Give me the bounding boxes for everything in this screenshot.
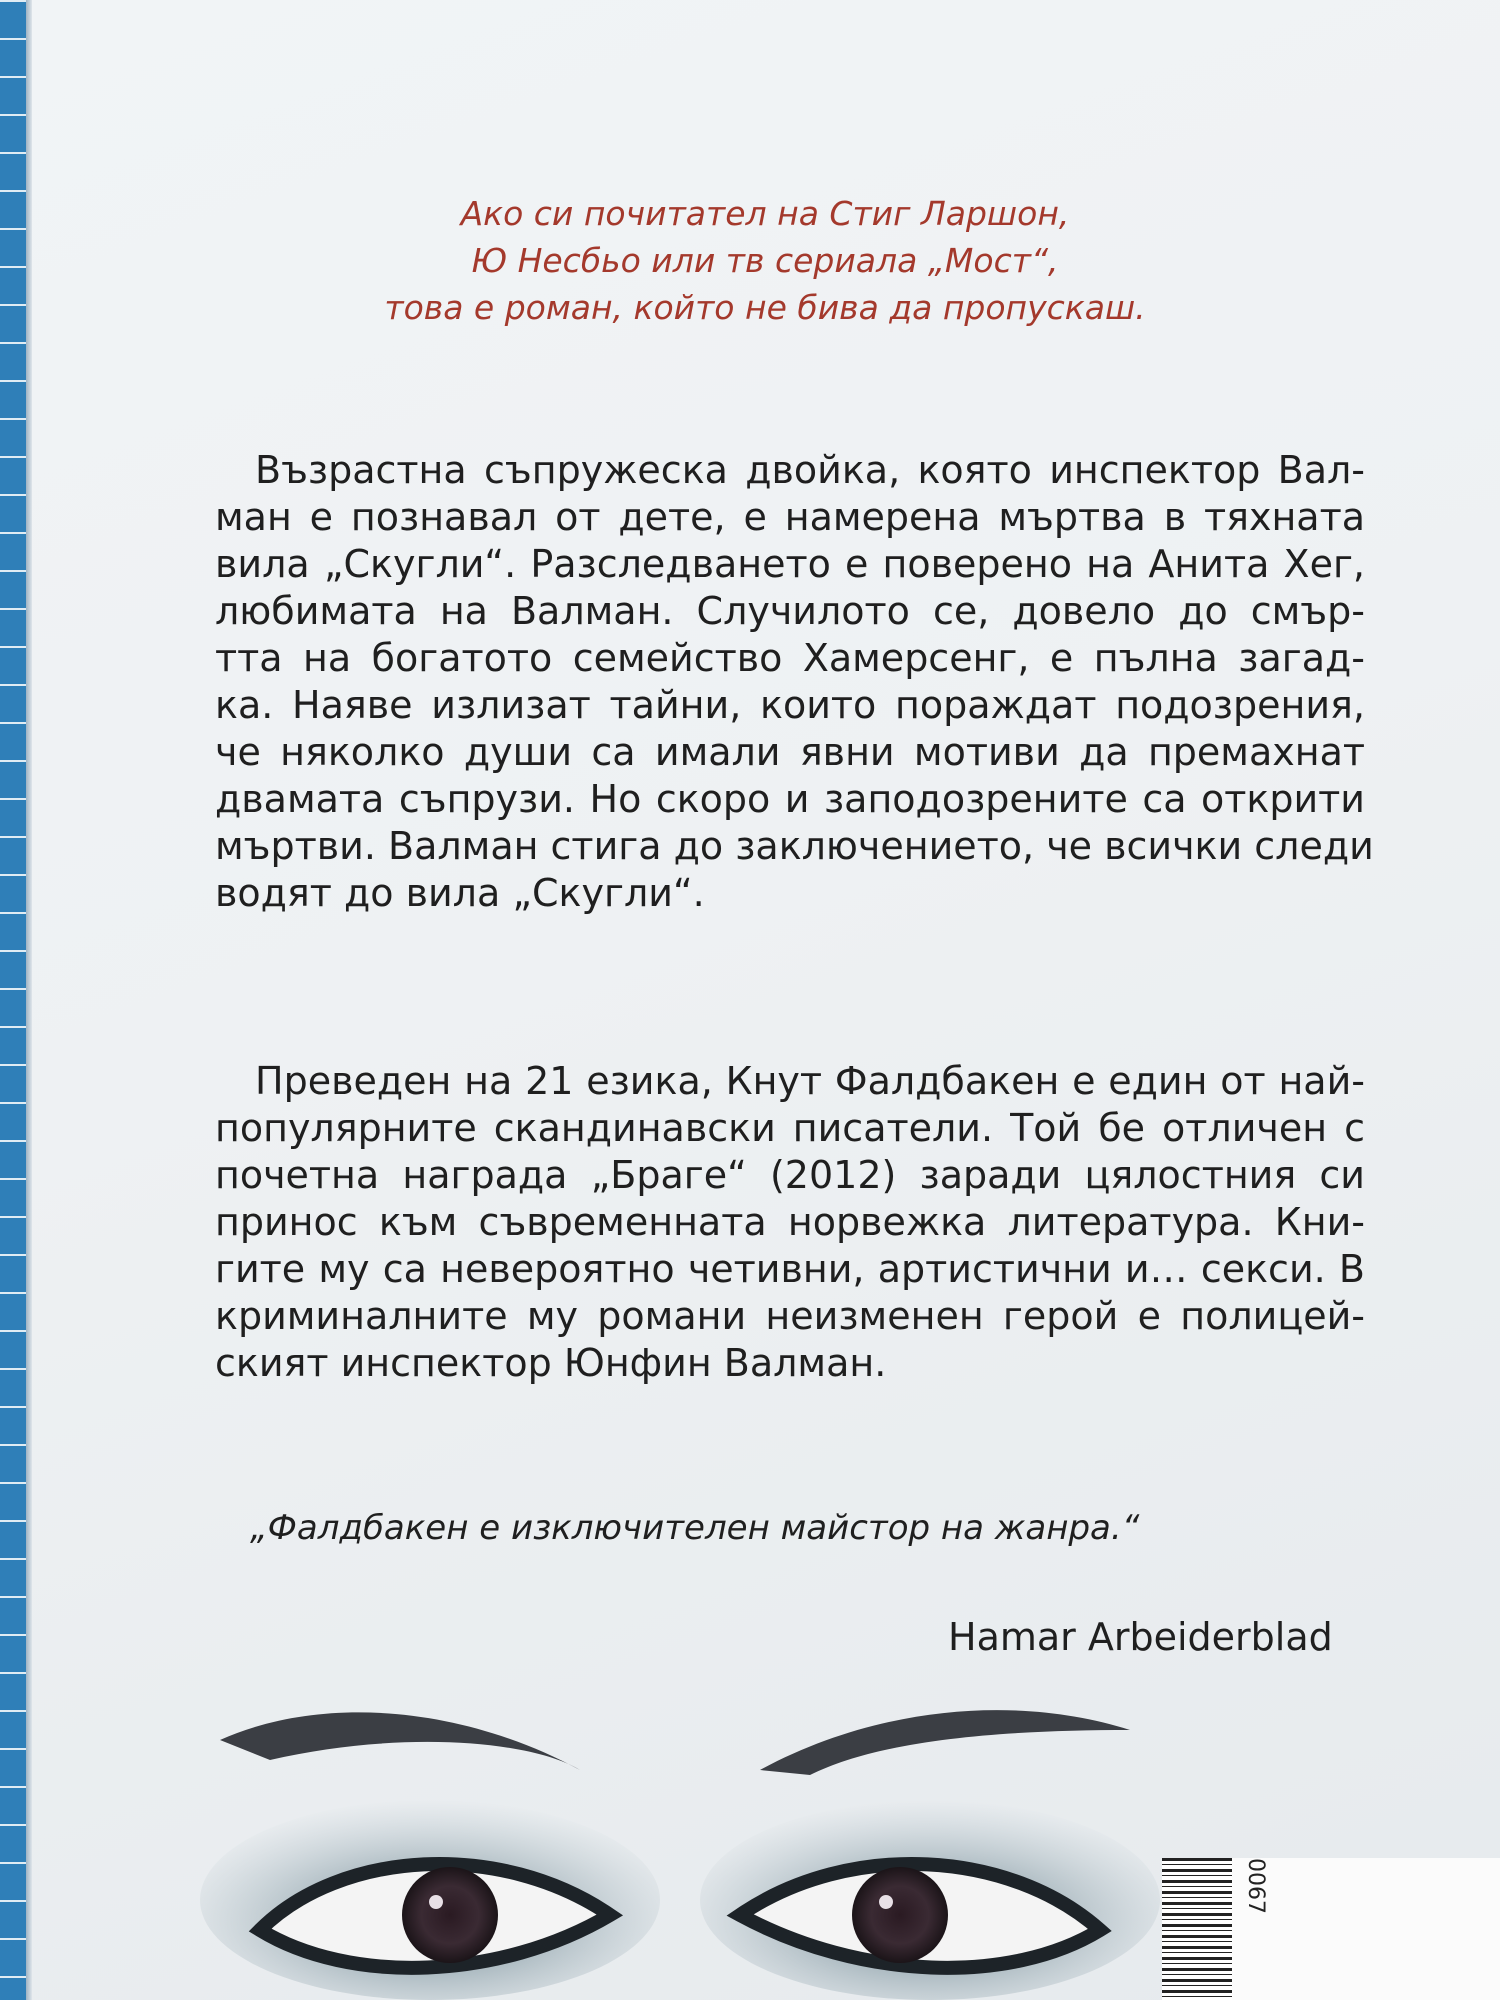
right-iris — [852, 1867, 948, 1963]
review-quote: „Фалдбакен е изключителен майстор на жанра.“ — [250, 1508, 1140, 1548]
barcode — [1162, 1858, 1500, 2000]
bio-line: гите му са невероятно четивни, артистични и… секси. В — [215, 1247, 1365, 1291]
review-source: Hamar Arbeiderblad — [948, 1615, 1333, 1659]
bio-line: популярните скандинавски писатели. Той бе отличен с — [215, 1106, 1365, 1150]
tagline — [300, 190, 1230, 331]
left-pupil-highlight — [429, 1895, 443, 1909]
synopsis-line: ка. Наяве излизат тайни, които пораждат подозрения, — [215, 683, 1365, 727]
synopsis-line: двамата съпрузи. Но скоро и заподозрените са открити — [215, 777, 1365, 821]
right-eyebrow — [760, 1710, 1130, 1775]
synopsis-line: тта на богатото семейство Хамерсенг, е пълна загад- — [215, 636, 1365, 680]
barcode-bars — [1162, 1858, 1232, 2000]
synopsis-line: любимата на Валман. Случилото се, довело до смър- — [215, 589, 1365, 633]
synopsis-line: Възрастна съпружеска двойка, която инспектор Вал- — [255, 448, 1365, 492]
barcode-digits: 0067 — [1243, 1858, 1268, 1914]
tagline-line: Ако си почитател на Стиг Ларшон, — [460, 194, 1070, 233]
synopsis-line: мъртви. Валман стига до заключението, че всички следи — [215, 824, 1374, 868]
bio-line: криминалните му романи неизменен герой е полицей- — [215, 1294, 1365, 1338]
synopsis-line: вила „Скугли“. Разследването е поверено на Анита Хег, — [215, 542, 1365, 586]
bio-line: ският инспектор Юнфин Валман. — [215, 1341, 887, 1385]
bio-line: почетна награда „Браге“ (2012) заради цялостния си — [215, 1153, 1365, 1197]
tagline-line: това е роман, който не бива да пропускаш. — [384, 288, 1146, 327]
synopsis-line: ман е познавал от дете, е намерена мъртва в тяхната — [215, 495, 1365, 539]
right-pupil-highlight — [879, 1895, 893, 1909]
bio-line: принос към съвременната норвежка литература. Кни- — [215, 1200, 1365, 1244]
synopsis-line: водят до вила „Скугли“. — [215, 871, 705, 915]
left-eyebrow — [220, 1712, 580, 1770]
synopsis-paragraph — [215, 447, 1374, 917]
cutting-mat-edge — [0, 0, 26, 2000]
bio-line: Преведен на 21 езика, Кнут Фалдбакен е един от най- — [255, 1059, 1365, 1103]
synopsis-line: че няколко души са имали явни мотиви да премахнат — [215, 730, 1365, 774]
tagline-line: Ю Несбьо или тв сериала „Мост“, — [471, 241, 1059, 280]
left-iris — [402, 1867, 498, 1963]
author-bio-paragraph — [215, 1058, 1365, 1387]
